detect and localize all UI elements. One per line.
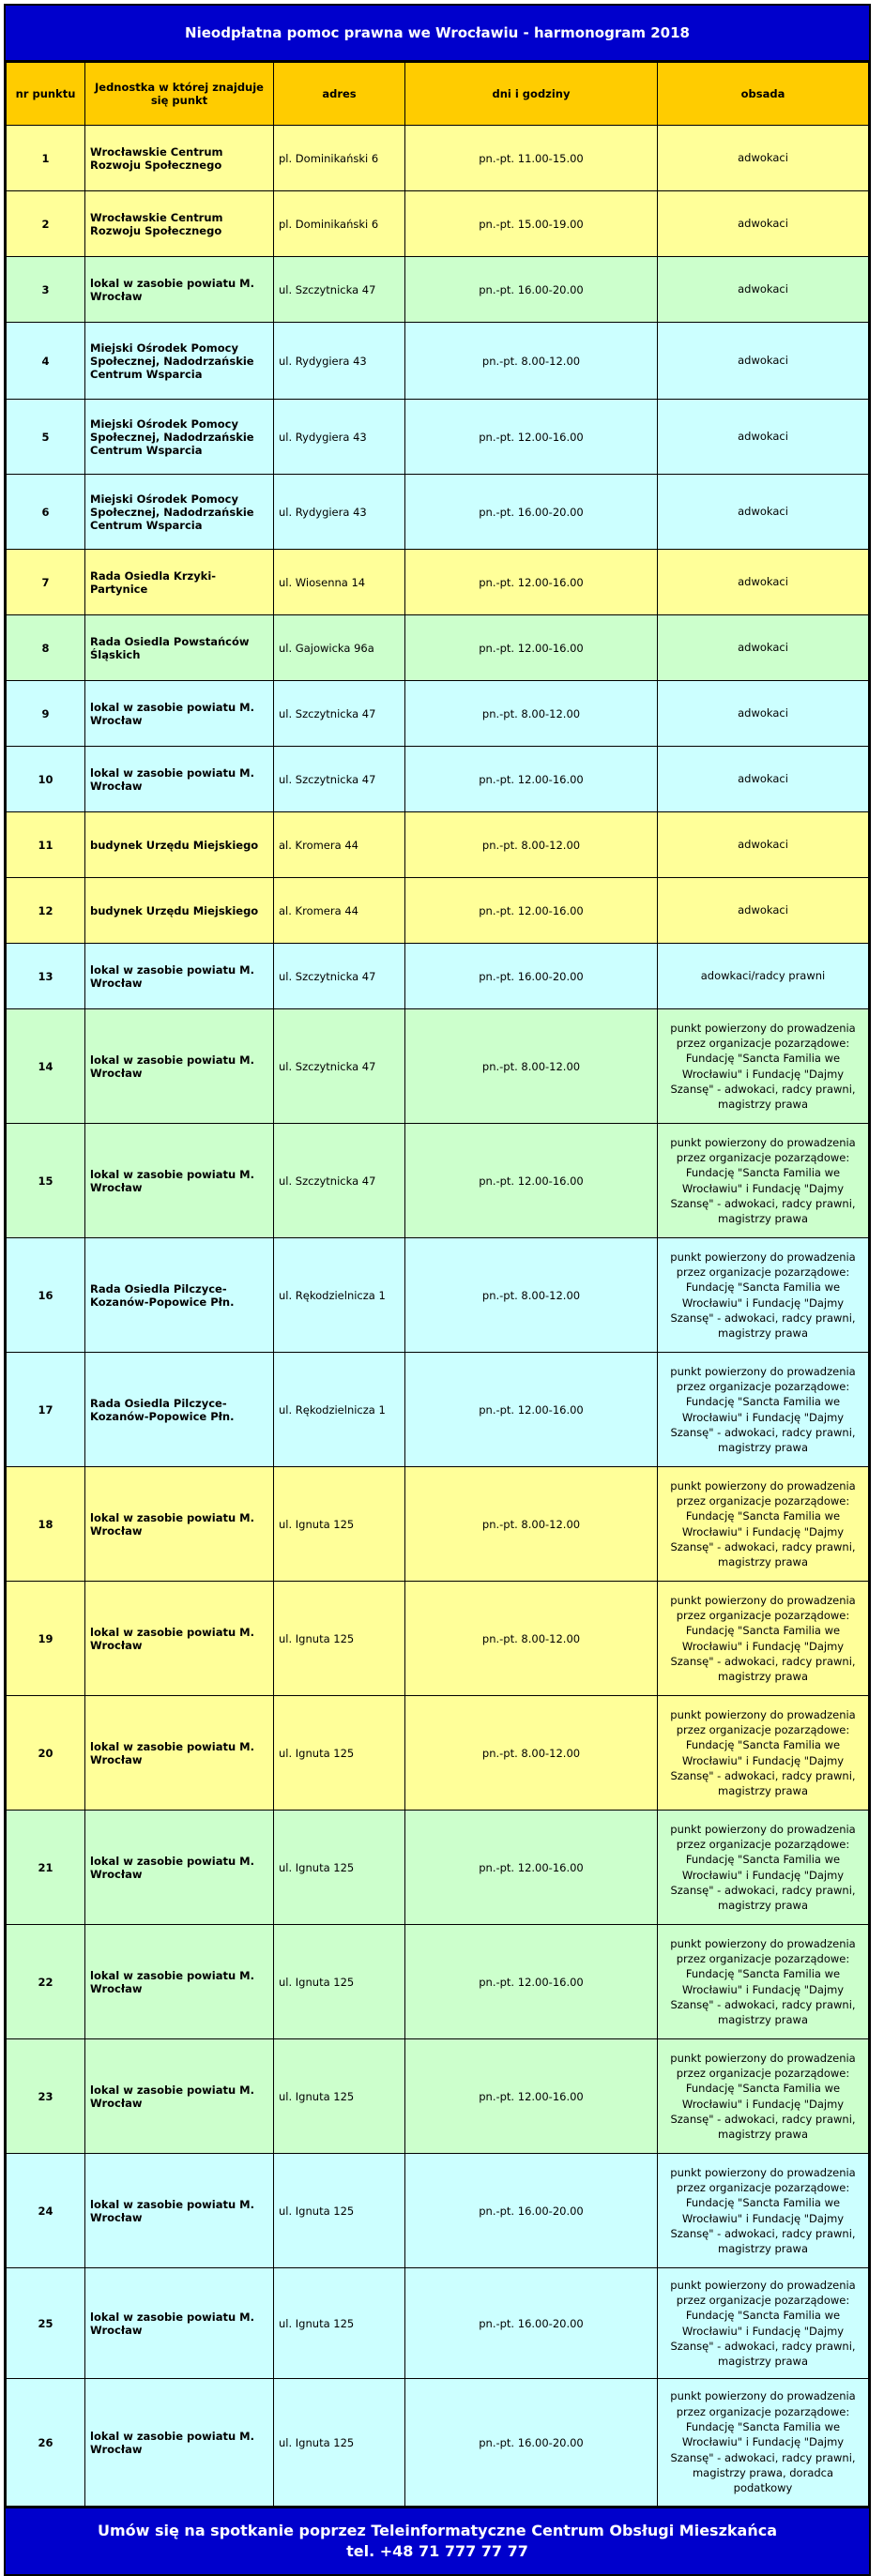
point-number: 1 xyxy=(7,126,85,191)
point-number: 2 xyxy=(7,191,85,257)
point-number: 14 xyxy=(7,1009,85,1124)
table-row xyxy=(7,191,869,257)
staff: adwokaci xyxy=(658,615,869,681)
table-row xyxy=(7,2154,869,2268)
unit-name: Miejski Ośrodek Pomocy Społecznej, Nadodrzańskie Centrum Wsparcia xyxy=(85,400,274,475)
hours: pn.-pt. 12.00-16.00 xyxy=(405,878,658,944)
hours: pn.-pt. 16.00-20.00 xyxy=(405,2379,658,2507)
table-row xyxy=(7,2379,869,2507)
hours: pn.-pt. 16.00-20.00 xyxy=(405,257,658,323)
address: ul. Szczytnicka 47 xyxy=(274,257,405,323)
table-row xyxy=(7,475,869,550)
point-number: 3 xyxy=(7,257,85,323)
staff: adwokaci xyxy=(658,878,869,944)
staff: adwokaci xyxy=(658,400,869,475)
hours: pn.-pt. 12.00-16.00 xyxy=(405,615,658,681)
hours: pn.-pt. 12.00-16.00 xyxy=(405,1925,658,2039)
table-row xyxy=(7,400,869,475)
unit-name: lokal w zasobie powiatu M. Wrocław xyxy=(85,1009,274,1124)
unit-name: lokal w zasobie powiatu M. Wrocław xyxy=(85,2154,274,2268)
staff: adwokaci xyxy=(658,257,869,323)
address: ul. Gajowicka 96a xyxy=(274,615,405,681)
unit-name: budynek Urzędu Miejskiego xyxy=(85,878,274,944)
point-number: 21 xyxy=(7,1811,85,1925)
footer-banner xyxy=(6,2507,869,2574)
unit-name: Rada Osiedla Krzyki-Partynice xyxy=(85,550,274,615)
unit-name: lokal w zasobie powiatu M. Wrocław xyxy=(85,747,274,812)
point-number: 20 xyxy=(7,1696,85,1811)
hours: pn.-pt. 8.00-12.00 xyxy=(405,323,658,400)
point-number: 16 xyxy=(7,1238,85,1353)
unit-name: lokal w zasobie powiatu M. Wrocław xyxy=(85,1582,274,1696)
point-number: 22 xyxy=(7,1925,85,2039)
address: ul. Ignuta 125 xyxy=(274,1811,405,1925)
unit-name: lokal w zasobie powiatu M. Wrocław xyxy=(85,2268,274,2379)
staff: punkt powierzony do prowadzenia przez organizacje pozarządowe: Fundację "Sancta Familia we Wrocławiu" i Fundację "Dajmy Szansę" - adwokaci, radcy prawni, magistrzy prawa xyxy=(658,1353,869,1467)
point-number: 24 xyxy=(7,2154,85,2268)
staff: adwokaci xyxy=(658,747,869,812)
staff: punkt powierzony do prowadzenia przez organizacje pozarządowe: Fundację "Sancta Familia we Wrocławiu" i Fundację "Dajmy Szansę" - adwokaci, radcy prawni, magistrzy prawa xyxy=(658,1582,869,1696)
unit-name: Miejski Ośrodek Pomocy Społecznej, Nadodrzańskie Centrum Wsparcia xyxy=(85,323,274,400)
point-number: 23 xyxy=(7,2039,85,2154)
point-number: 17 xyxy=(7,1353,85,1467)
hours: pn.-pt. 12.00-16.00 xyxy=(405,400,658,475)
staff: punkt powierzony do prowadzenia przez organizacje pozarządowe: Fundację "Sancta Familia we Wrocławiu" i Fundację "Dajmy Szansę" - adwokaci, radcy prawni, magistrzy prawa xyxy=(658,1238,869,1353)
address: ul. Szczytnicka 47 xyxy=(274,1124,405,1238)
table-row xyxy=(7,944,869,1009)
table-row xyxy=(7,1467,869,1582)
address: ul. Rękodzielnicza 1 xyxy=(274,1353,405,1467)
table-row xyxy=(7,878,869,944)
point-number: 4 xyxy=(7,323,85,400)
address: ul. Ignuta 125 xyxy=(274,1925,405,2039)
hours: pn.-pt. 8.00-12.00 xyxy=(405,1582,658,1696)
table-row xyxy=(7,1811,869,1925)
table-body xyxy=(7,126,869,2507)
header-nr: nr punktu xyxy=(7,63,85,126)
staff: adwokaci xyxy=(658,126,869,191)
hours: pn.-pt. 12.00-16.00 xyxy=(405,2039,658,2154)
staff: punkt powierzony do prowadzenia przez organizacje pozarządowe: Fundację "Sancta Familia we Wrocławiu" i Fundację "Dajmy Szansę" - adwokaci, radcy prawni, magistrzy prawa xyxy=(658,2039,869,2154)
address: ul. Ignuta 125 xyxy=(274,1696,405,1811)
header-staff: obsada xyxy=(658,63,869,126)
table-row xyxy=(7,126,869,191)
hours: pn.-pt. 8.00-12.00 xyxy=(405,1696,658,1811)
table-row xyxy=(7,323,869,400)
point-number: 25 xyxy=(7,2268,85,2379)
unit-name: lokal w zasobie powiatu M. Wrocław xyxy=(85,681,274,747)
staff: punkt powierzony do prowadzenia przez organizacje pozarządowe: Fundację "Sancta Familia we Wrocławiu" i Fundację "Dajmy Szansę" - adwokaci, radcy prawni, magistrzy prawa xyxy=(658,1925,869,2039)
address: ul. Rydygiera 43 xyxy=(274,400,405,475)
table-row xyxy=(7,1238,869,1353)
address: ul. Szczytnicka 47 xyxy=(274,747,405,812)
hours: pn.-pt. 12.00-16.00 xyxy=(405,747,658,812)
point-number: 11 xyxy=(7,812,85,878)
point-number: 7 xyxy=(7,550,85,615)
point-number: 5 xyxy=(7,400,85,475)
schedule-sheet xyxy=(4,4,871,2576)
unit-name: budynek Urzędu Miejskiego xyxy=(85,812,274,878)
unit-name: lokal w zasobie powiatu M. Wrocław xyxy=(85,1124,274,1238)
hours: pn.-pt. 11.00-15.00 xyxy=(405,126,658,191)
unit-name: lokal w zasobie powiatu M. Wrocław xyxy=(85,1467,274,1582)
point-number: 13 xyxy=(7,944,85,1009)
address: ul. Rękodzielnicza 1 xyxy=(274,1238,405,1353)
staff: adwokaci xyxy=(658,191,869,257)
header-unit: Jednostka w której znajduje się punkt xyxy=(85,63,274,126)
address: pl. Dominikański 6 xyxy=(274,126,405,191)
unit-name: Wrocławskie Centrum Rozwoju Społecznego xyxy=(85,126,274,191)
point-number: 8 xyxy=(7,615,85,681)
hours: pn.-pt. 8.00-12.00 xyxy=(405,812,658,878)
address: ul. Rydygiera 43 xyxy=(274,475,405,550)
header-address: adres xyxy=(274,63,405,126)
table-row xyxy=(7,550,869,615)
address: ul. Wiosenna 14 xyxy=(274,550,405,615)
table-row xyxy=(7,747,869,812)
address: ul. Ignuta 125 xyxy=(274,1467,405,1582)
staff: adwokaci xyxy=(658,475,869,550)
address: pl. Dominikański 6 xyxy=(274,191,405,257)
staff: adwokaci xyxy=(658,812,869,878)
table-row xyxy=(7,615,869,681)
address: al. Kromera 44 xyxy=(274,878,405,944)
staff: punkt powierzony do prowadzenia przez organizacje pozarządowe: Fundację "Sancta Familia we Wrocławiu" i Fundację "Dajmy Szansę" - adwokaci, radcy prawni, magistrzy prawa, doradca podatkowy xyxy=(658,2379,869,2507)
point-number: 9 xyxy=(7,681,85,747)
table-row xyxy=(7,1582,869,1696)
table-row xyxy=(7,1696,869,1811)
address: ul. Szczytnicka 47 xyxy=(274,1009,405,1124)
point-number: 15 xyxy=(7,1124,85,1238)
footer-line-1: Umów się na spotkanie poprzez Teleinformatyczne Centrum Obsługi Mieszkańca xyxy=(97,2522,777,2539)
table-row xyxy=(7,1124,869,1238)
table-row xyxy=(7,681,869,747)
hours: pn.-pt. 16.00-20.00 xyxy=(405,944,658,1009)
table-row xyxy=(7,1353,869,1467)
unit-name: Rada Osiedla Powstańców Śląskich xyxy=(85,615,274,681)
address: ul. Ignuta 125 xyxy=(274,2379,405,2507)
address: ul. Ignuta 125 xyxy=(274,2154,405,2268)
table-row xyxy=(7,1009,869,1124)
table-row xyxy=(7,2268,869,2379)
point-number: 26 xyxy=(7,2379,85,2507)
schedule-table xyxy=(6,62,869,2507)
staff: adwokaci xyxy=(658,681,869,747)
header-hours: dni i godziny xyxy=(405,63,658,126)
unit-name: lokal w zasobie powiatu M. Wrocław xyxy=(85,257,274,323)
staff: adwokaci xyxy=(658,550,869,615)
unit-name: Rada Osiedla Pilczyce-Kozanów-Popowice Płn. xyxy=(85,1353,274,1467)
hours: pn.-pt. 12.00-16.00 xyxy=(405,1353,658,1467)
staff: punkt powierzony do prowadzenia przez organizacje pozarządowe: Fundację "Sancta Familia we Wrocławiu" i Fundację "Dajmy Szansę" - adwokaci, radcy prawni, magistrzy prawa xyxy=(658,1009,869,1124)
header-row xyxy=(7,63,869,126)
hours: pn.-pt. 15.00-19.00 xyxy=(405,191,658,257)
staff: punkt powierzony do prowadzenia przez organizacje pozarządowe: Fundację "Sancta Familia we Wrocławiu" i Fundację "Dajmy Szansę" - adwokaci, radcy prawni, magistrzy prawa xyxy=(658,1811,869,1925)
unit-name: lokal w zasobie powiatu M. Wrocław xyxy=(85,1811,274,1925)
hours: pn.-pt. 12.00-16.00 xyxy=(405,550,658,615)
address: al. Kromera 44 xyxy=(274,812,405,878)
point-number: 19 xyxy=(7,1582,85,1696)
unit-name: lokal w zasobie powiatu M. Wrocław xyxy=(85,2039,274,2154)
unit-name: lokal w zasobie powiatu M. Wrocław xyxy=(85,944,274,1009)
hours: pn.-pt. 12.00-16.00 xyxy=(405,1124,658,1238)
table-row xyxy=(7,1925,869,2039)
unit-name: Wrocławskie Centrum Rozwoju Społecznego xyxy=(85,191,274,257)
address: ul. Szczytnicka 47 xyxy=(274,944,405,1009)
hours: pn.-pt. 8.00-12.00 xyxy=(405,681,658,747)
hours: pn.-pt. 16.00-20.00 xyxy=(405,2154,658,2268)
point-number: 10 xyxy=(7,747,85,812)
hours: pn.-pt. 16.00-20.00 xyxy=(405,2268,658,2379)
hours: pn.-pt. 12.00-16.00 xyxy=(405,1811,658,1925)
unit-name: lokal w zasobie powiatu M. Wrocław xyxy=(85,1925,274,2039)
staff: adwokaci xyxy=(658,323,869,400)
staff: adowkaci/radcy prawni xyxy=(658,944,869,1009)
address: ul. Rydygiera 43 xyxy=(274,323,405,400)
page-title: Nieodpłatna pomoc prawna we Wrocławiu - harmonogram 2018 xyxy=(6,6,869,62)
unit-name: Rada Osiedla Pilczyce-Kozanów-Popowice Płn. xyxy=(85,1238,274,1353)
address: ul. Szczytnicka 47 xyxy=(274,681,405,747)
address: ul. Ignuta 125 xyxy=(274,2039,405,2154)
table-row xyxy=(7,257,869,323)
staff: punkt powierzony do prowadzenia przez organizacje pozarządowe: Fundację "Sancta Familia we Wrocławiu" i Fundację "Dajmy Szansę" - adwokaci, radcy prawni, magistrzy prawa xyxy=(658,2154,869,2268)
table-row xyxy=(7,812,869,878)
unit-name: lokal w zasobie powiatu M. Wrocław xyxy=(85,1696,274,1811)
unit-name: Miejski Ośrodek Pomocy Społecznej, Nadodrzańskie Centrum Wsparcia xyxy=(85,475,274,550)
point-number: 12 xyxy=(7,878,85,944)
staff: punkt powierzony do prowadzenia przez organizacje pozarządowe: Fundację "Sancta Familia we Wrocławiu" i Fundację "Dajmy Szansę" - adwokaci, radcy prawni, magistrzy prawa xyxy=(658,1467,869,1582)
hours: pn.-pt. 8.00-12.00 xyxy=(405,1238,658,1353)
footer-line-2: tel. +48 71 777 77 77 xyxy=(346,2542,528,2560)
hours: pn.-pt. 8.00-12.00 xyxy=(405,1009,658,1124)
address: ul. Ignuta 125 xyxy=(274,2268,405,2379)
staff: punkt powierzony do prowadzenia przez organizacje pozarządowe: Fundację "Sancta Familia we Wrocławiu" i Fundację "Dajmy Szansę" - adwokaci, radcy prawni, magistrzy prawa xyxy=(658,2268,869,2379)
hours: pn.-pt. 16.00-20.00 xyxy=(405,475,658,550)
staff: punkt powierzony do prowadzenia przez organizacje pozarządowe: Fundację "Sancta Familia we Wrocławiu" i Fundację "Dajmy Szansę" - adwokaci, radcy prawni, magistrzy prawa xyxy=(658,1696,869,1811)
address: ul. Ignuta 125 xyxy=(274,1582,405,1696)
unit-name: lokal w zasobie powiatu M. Wrocław xyxy=(85,2379,274,2507)
table-row xyxy=(7,2039,869,2154)
hours: pn.-pt. 8.00-12.00 xyxy=(405,1467,658,1582)
point-number: 6 xyxy=(7,475,85,550)
point-number: 18 xyxy=(7,1467,85,1582)
staff: punkt powierzony do prowadzenia przez organizacje pozarządowe: Fundację "Sancta Familia we Wrocławiu" i Fundację "Dajmy Szansę" - adwokaci, radcy prawni, magistrzy prawa xyxy=(658,1124,869,1238)
